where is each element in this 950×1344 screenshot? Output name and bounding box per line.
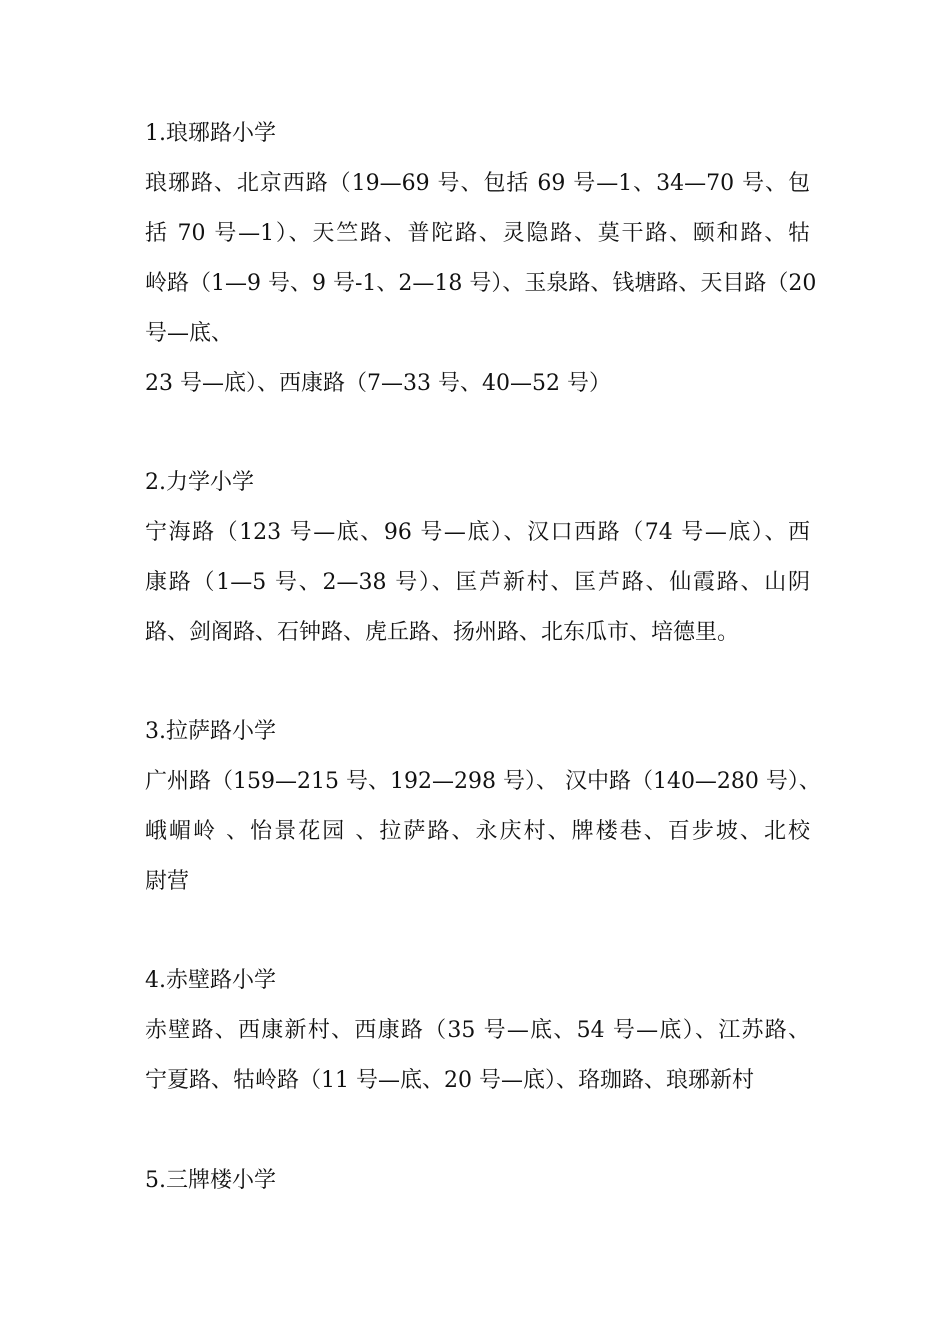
section-heading: 5.三牌楼小学 — [145, 1168, 276, 1193]
paragraph-line: 琅琊路、北京西路（19—69 号、包括 69 号—1、34—70 号、包 — [145, 171, 810, 196]
paragraph-line: 宁海路（123 号—底、96 号—底）、汉口西路（74 号—底）、西 — [145, 520, 810, 545]
paragraph-line: 康路（1—5 号、2—38 号）、匡芦新村、匡芦路、仙霞路、山阴 — [145, 570, 810, 595]
paragraph-line: 尉营 — [145, 869, 190, 894]
school-section-3 — [145, 717, 821, 894]
section-heading: 4.赤壁路小学 — [145, 968, 276, 993]
section-heading: 3.拉萨路小学 — [145, 719, 276, 744]
paragraph-line: 号—底、 — [145, 321, 234, 346]
school-section-1 — [145, 119, 817, 396]
section-heading: 2.力学小学 — [145, 470, 254, 495]
paragraph-line: 23 号—底）、西康路（7—33 号、40—52 号） — [145, 371, 611, 396]
paragraph-line: 峨嵋岭 、怡景花园 、拉萨路、永庆村、牌楼巷、百步坡、北校 — [145, 819, 810, 844]
paragraph-line: 括 70 号—1）、天竺路、普陀路、灵隐路、莫干路、颐和路、牯 — [145, 221, 810, 246]
paragraph-line: 赤壁路、西康新村、西康路（35 号—底、54 号—底）、江苏路、 — [145, 1018, 810, 1043]
paragraph-line: 岭路（1—9 号、9 号-1、2—18 号）、玉泉路、钱塘路、天目路（20 — [145, 271, 817, 296]
school-section-5 — [145, 1166, 817, 1196]
paragraph-line: 宁夏路、牯岭路（11 号—底、20 号—底）、珞珈路、琅琊新村 — [145, 1068, 754, 1093]
school-section-4 — [145, 966, 817, 1093]
school-section-2 — [145, 468, 817, 645]
section-heading: 1.琅琊路小学 — [145, 121, 276, 146]
paragraph-line: 广州路（159—215 号、192—298 号）、 汉中路（140—280 号）、 — [145, 769, 821, 794]
paragraph-line: 路、剑阁路、石钟路、虎丘路、扬州路、北东瓜市、培德里。 — [145, 620, 740, 645]
